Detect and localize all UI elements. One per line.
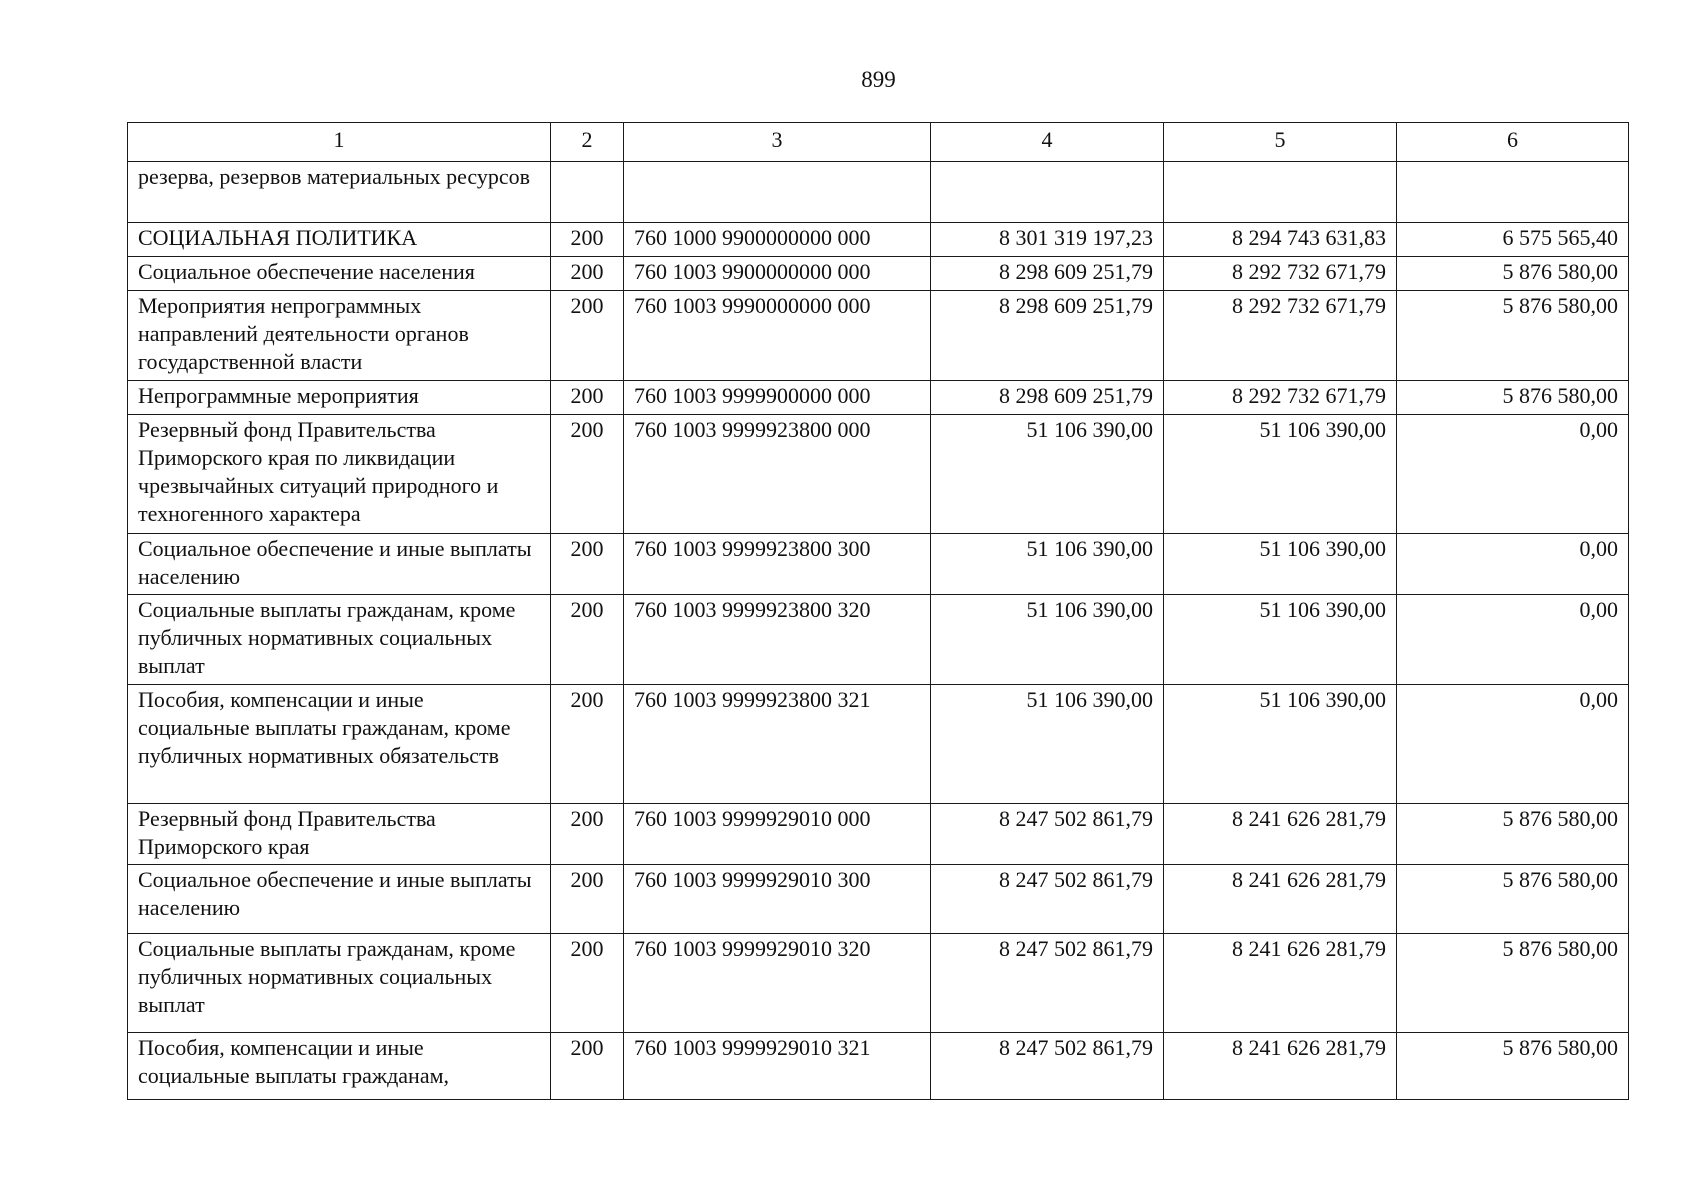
amount-col4-cell: 51 106 390,00 <box>931 534 1164 595</box>
col2-cell: 200 <box>551 381 624 415</box>
amount-col5-cell: 51 106 390,00 <box>1164 415 1397 534</box>
amount-col5-cell: 8 241 626 281,79 <box>1164 865 1397 934</box>
col2-cell: 200 <box>551 804 624 865</box>
budget-code-cell <box>624 162 931 223</box>
budget-code-cell: 760 1000 9900000000 000 <box>624 223 931 257</box>
item-name-cell: Непрограммные мероприятия <box>128 381 551 415</box>
page-number: 899 <box>861 67 896 92</box>
amount-col4-cell: 51 106 390,00 <box>931 685 1164 804</box>
amount-col5-cell: 8 241 626 281,79 <box>1164 804 1397 865</box>
amount-col4-cell: 8 298 609 251,79 <box>931 381 1164 415</box>
amount-col4-cell: 8 301 319 197,23 <box>931 223 1164 257</box>
amount-col4-cell: 8 247 502 861,79 <box>931 1033 1164 1100</box>
item-name-cell: резерва, резервов материальных ресурсов <box>128 162 551 223</box>
amount-col6-cell: 0,00 <box>1397 534 1629 595</box>
table-row <box>128 291 1629 381</box>
item-name-cell: Социальные выплаты гражданам, кроме публичных нормативных социальных выплат <box>128 934 551 1033</box>
amount-col6-cell: 5 876 580,00 <box>1397 291 1629 381</box>
amount-col6-cell: 0,00 <box>1397 685 1629 804</box>
item-name-cell: Социальное обеспечение и иные выплаты населению <box>128 865 551 934</box>
amount-col5-cell: 8 241 626 281,79 <box>1164 1033 1397 1100</box>
amount-col4-cell: 8 298 609 251,79 <box>931 291 1164 381</box>
table-row <box>128 934 1629 1033</box>
col2-cell: 200 <box>551 595 624 685</box>
amount-col5-cell: 8 292 732 671,79 <box>1164 291 1397 381</box>
item-name-cell: Пособия, компенсации и иные социальные выплаты гражданам, <box>128 1033 551 1100</box>
budget-code-cell: 760 1003 9999929010 320 <box>624 934 931 1033</box>
col2-cell: 200 <box>551 291 624 381</box>
amount-col6-cell <box>1397 162 1629 223</box>
col2-cell: 200 <box>551 685 624 804</box>
amount-col6-cell: 5 876 580,00 <box>1397 381 1629 415</box>
amount-col5-cell: 8 294 743 631,83 <box>1164 223 1397 257</box>
table-row <box>128 685 1629 804</box>
item-name-cell: Резервный фонд Правительства Приморского края <box>128 804 551 865</box>
amount-col4-cell <box>931 162 1164 223</box>
table-row <box>128 1033 1629 1100</box>
amount-col6-cell: 0,00 <box>1397 415 1629 534</box>
amount-col5-cell: 51 106 390,00 <box>1164 534 1397 595</box>
header-cell: 4 <box>931 123 1164 162</box>
item-name-cell: Мероприятия непрограммных направлений деятельности органов государственной власти <box>128 291 551 381</box>
amount-col6-cell: 5 876 580,00 <box>1397 804 1629 865</box>
col2-cell: 200 <box>551 1033 624 1100</box>
amount-col6-cell: 0,00 <box>1397 595 1629 685</box>
amount-col6-cell: 5 876 580,00 <box>1397 934 1629 1033</box>
budget-code-cell: 760 1003 9999929010 300 <box>624 865 931 934</box>
amount-col5-cell: 8 292 732 671,79 <box>1164 381 1397 415</box>
budget-code-cell: 760 1003 9990000000 000 <box>624 291 931 381</box>
item-name-cell: Социальные выплаты гражданам, кроме публичных нормативных социальных выплат <box>128 595 551 685</box>
table-row <box>128 865 1629 934</box>
table-row <box>128 162 1629 223</box>
table-row <box>128 381 1629 415</box>
col2-cell: 200 <box>551 865 624 934</box>
item-name-cell: Социальное обеспечение и иные выплаты населению <box>128 534 551 595</box>
header-row <box>128 123 1629 162</box>
amount-col4-cell: 51 106 390,00 <box>931 415 1164 534</box>
amount-col4-cell: 8 298 609 251,79 <box>931 257 1164 291</box>
header-cell: 3 <box>624 123 931 162</box>
amount-col6-cell: 5 876 580,00 <box>1397 257 1629 291</box>
amount-col4-cell: 8 247 502 861,79 <box>931 934 1164 1033</box>
amount-col6-cell: 6 575 565,40 <box>1397 223 1629 257</box>
amount-col4-cell: 8 247 502 861,79 <box>931 804 1164 865</box>
budget-code-cell: 760 1003 9999929010 321 <box>624 1033 931 1100</box>
table-row <box>128 415 1629 534</box>
budget-code-cell: 760 1003 9999923800 320 <box>624 595 931 685</box>
header-cell: 6 <box>1397 123 1629 162</box>
amount-col5-cell <box>1164 162 1397 223</box>
budget-code-cell: 760 1003 9999923800 000 <box>624 415 931 534</box>
amount-col4-cell: 8 247 502 861,79 <box>931 865 1164 934</box>
table-row <box>128 804 1629 865</box>
col2-cell: 200 <box>551 415 624 534</box>
col2-cell: 200 <box>551 257 624 291</box>
col2-cell: 200 <box>551 223 624 257</box>
amount-col6-cell: 5 876 580,00 <box>1397 1033 1629 1100</box>
table-row <box>128 223 1629 257</box>
header-cell: 5 <box>1164 123 1397 162</box>
amount-col5-cell: 51 106 390,00 <box>1164 595 1397 685</box>
table-row <box>128 595 1629 685</box>
item-name-cell: Социальное обеспечение населения <box>128 257 551 291</box>
budget-table <box>127 122 1629 1100</box>
header-cell: 2 <box>551 123 624 162</box>
table-row <box>128 257 1629 291</box>
budget-code-cell: 760 1003 9900000000 000 <box>624 257 931 291</box>
amount-col6-cell: 5 876 580,00 <box>1397 865 1629 934</box>
item-name-cell: Пособия, компенсации и иные социальные выплаты гражданам, кроме публичных нормативных обязательств <box>128 685 551 804</box>
col2-cell: 200 <box>551 934 624 1033</box>
col2-cell: 200 <box>551 534 624 595</box>
col2-cell <box>551 162 624 223</box>
budget-code-cell: 760 1003 9999923800 321 <box>624 685 931 804</box>
item-name-cell: СОЦИАЛЬНАЯ ПОЛИТИКА <box>128 223 551 257</box>
budget-code-cell: 760 1003 9999929010 000 <box>624 804 931 865</box>
budget-code-cell: 760 1003 9999900000 000 <box>624 381 931 415</box>
budget-code-cell: 760 1003 9999923800 300 <box>624 534 931 595</box>
item-name-cell: Резервный фонд Правительства Приморского края по ликвидации чрезвычайных ситуаций природного и техногенного характера <box>128 415 551 534</box>
header-cell: 1 <box>128 123 551 162</box>
amount-col5-cell: 8 292 732 671,79 <box>1164 257 1397 291</box>
amount-col5-cell: 8 241 626 281,79 <box>1164 934 1397 1033</box>
table-row <box>128 534 1629 595</box>
amount-col4-cell: 51 106 390,00 <box>931 595 1164 685</box>
amount-col5-cell: 51 106 390,00 <box>1164 685 1397 804</box>
